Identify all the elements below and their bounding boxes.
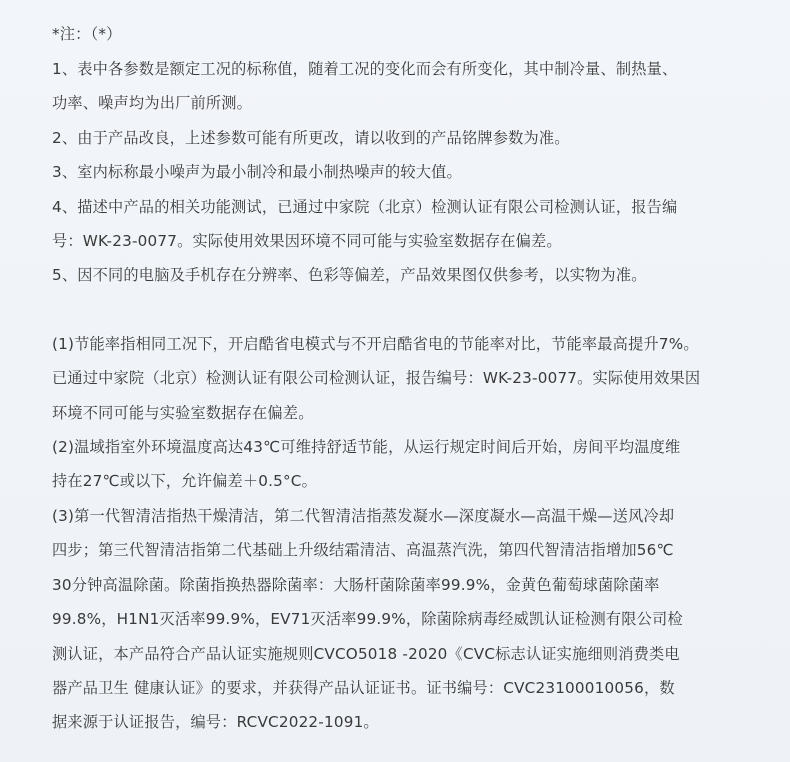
note-item [52, 121, 762, 155]
footnote-line: 30分钟高温除菌。除菌指换热器除菌率：大肠杆菌除菌率99.9%，金黄色葡萄球菌除菌率 [52, 575, 660, 594]
note-line: 功率、噪声均为出厂前所测。 [52, 94, 253, 113]
notes-list [52, 52, 762, 293]
note-line: 2、由于产品改良，上述参数可能有所更改，请以收到的产品铭牌参数为准。 [52, 128, 570, 147]
note-line: 号：WK-23-0077。实际使用效果因环境不同可能与实验室数据存在偏差。 [52, 232, 562, 251]
note-item [52, 258, 762, 292]
footnote-line: (2)温域指室外环境温度高达43℃可维持舒适节能，从运行规定时间后开始，房间平均温度维 [52, 438, 681, 457]
footnote-line: 据来源于认证报告，编号：RCVC2022-1091。 [52, 713, 379, 732]
footnote-line: 四步；第三代智清洁指第二代基础上升级结霜清洁、高温蒸汽洗，第四代智清洁指增加56℃ [52, 541, 674, 560]
note-item [52, 52, 762, 121]
note-line: 3、室内标称最小噪声为最小制冷和最小制热噪声的较大值。 [52, 163, 462, 182]
footnotes-list [52, 327, 762, 740]
note-line: 4、描述中产品的相关功能测试，已通过中家院（北京）检测认证有限公司检测认证，报告编 [52, 197, 678, 216]
footnote-line: (3)第一代智清洁指热干燥清洁，第二代智清洁指蒸发凝水—深度凝水—高温干燥—送风冷却 [52, 506, 675, 525]
footnote-line: (1)节能率指相同工况下，开启酷省电模式与不开启酷省电的节能率对比，节能率最高提升7%。 [52, 334, 699, 353]
footnote-item [52, 499, 762, 740]
note-line: 1、表中各参数是额定工况的标称值，随着工况的变化而会有所变化，其中制冷量、制热量、 [52, 60, 678, 78]
footnote-item [52, 327, 762, 430]
footnote-line: 已通过中家院（北京）检测认证有限公司检测认证，报告编号：WK-23-0077。实际使用效果因 [52, 369, 701, 388]
footnote-line: 测认证，本产品符合产品认证实施规则CVCO5018 -2020《CVC标志认证实施细则消费类电 [52, 644, 680, 663]
footnote-item [52, 430, 762, 499]
footnote-line: 环境不同可能与实验室数据存在偏差。 [52, 403, 314, 422]
note-item [52, 155, 762, 189]
section-gap [52, 293, 762, 327]
footnote-line: 持在27℃或以下，允许偏差＋0.5°C。 [52, 472, 317, 491]
footnote-line: 99.8%，H1N1灭活率99.9%，EV71灭活率99.9%，除菌除病毒经威凯认证检测有限公司检 [52, 610, 683, 629]
note-line: 5、因不同的电脑及手机存在分辨率、色彩等偏差，产品效果图仅供参考，以实物为准。 [52, 266, 647, 285]
notes-heading: *注：（*） [52, 25, 122, 43]
note-item [52, 190, 762, 259]
footnote-line: 器产品卫生 健康认证》的要求，并获得产品认证证书。证书编号：CVC23100010056，数 [52, 678, 675, 697]
